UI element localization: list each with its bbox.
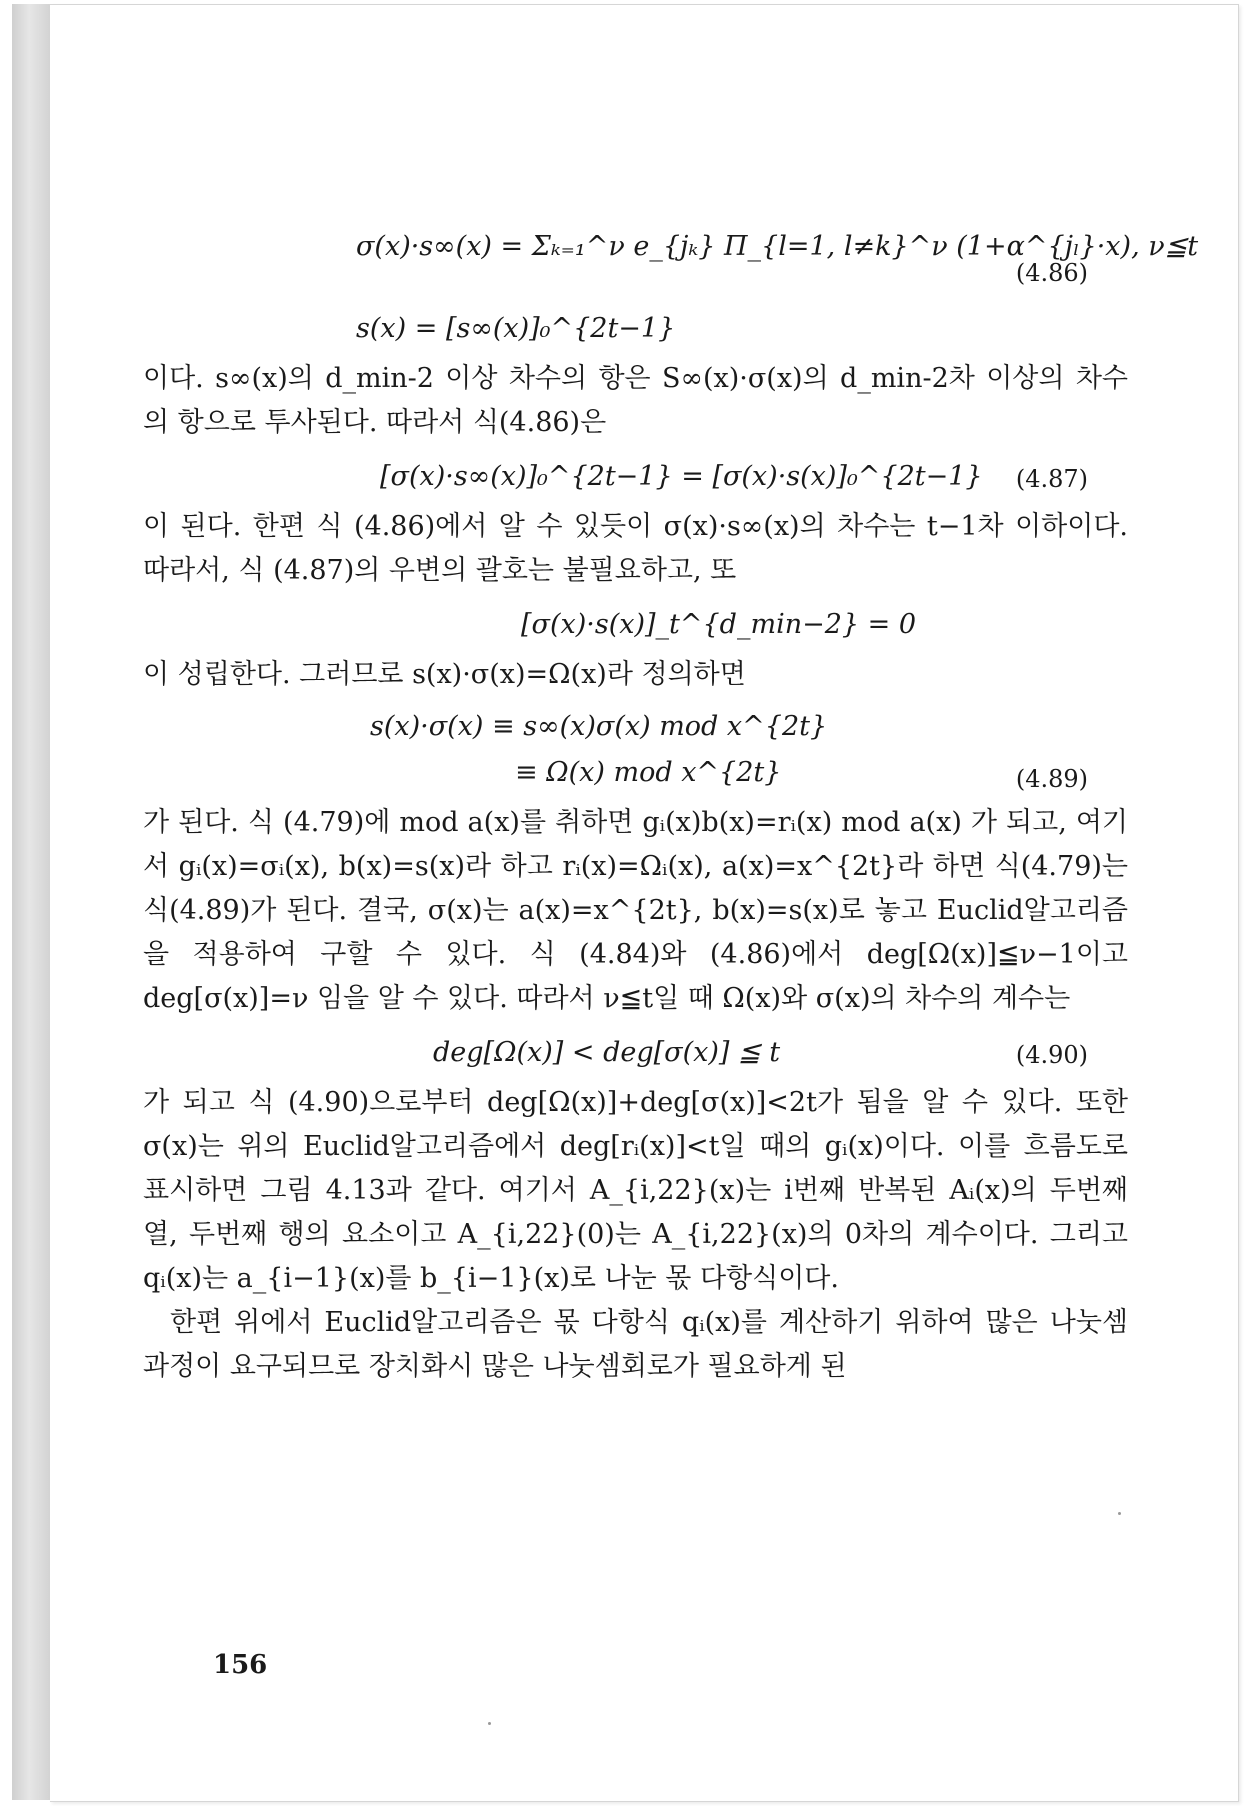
equation-4-87-expr: [σ(x)·s∞(x)]₀^{2t−1} = [σ(x)·s(x)]₀^{2t−1} [380,461,983,492]
equation-number-4-89: (4.89) [1015,765,1088,793]
page-number: 156 [213,1650,268,1680]
equation-4-90-expr: deg[Ω(x)] < deg[σ(x)] ≦ t [433,1037,781,1068]
equation-number-4-86: (4.86) [1015,259,1088,287]
paragraph-2: 이 된다. 한편 식 (4.86)에서 알 수 있듯이 σ(x)·s∞(x)의 차수는 t−1차 이하이다. 따라서, 식 (4.87)의 우변의 괄호는 불필요하고, 또 [143,511,1128,586]
equation-4-90 [143,1021,1128,1081]
equation-4-89-line2: ≡ Ω(x) mod x^{2t} [515,757,782,788]
page-content [143,225,1199,1389]
paragraph-1: 이다. s∞(x)의 d_min-2 이상 차수의 항은 S∞(x)·σ(x)의 d_min-2차 이상의 차수의 항으로 투사된다. 따라서 식(4.86)은 [143,363,1128,438]
equation-4-88-expr: [σ(x)·s(x)]_t^{d_min−2} = 0 [521,609,917,640]
paper-speck [488,1722,491,1725]
equation-4-86-line1: σ(x)·s∞(x) = Σₖ₌₁^ν e_{jₖ} Π_{l=1, l≠k}^ν (1+α^{jₗ}·x), ν≦t [356,231,1199,262]
paragraph-3: 이 성립한다. 그러므로 s(x)·σ(x)=Ω(x)라 정의하면 [143,659,746,690]
book-spine-edge [12,4,51,1800]
equation-4-89 [143,697,1128,801]
equation-number-4-87: (4.87) [1015,465,1088,493]
paragraph-4: 가 된다. 식 (4.79)에 mod a(x)를 취하면 gᵢ(x)b(x)=rᵢ(x) mod a(x) 가 되고, 여기서 gᵢ(x)=σᵢ(x), b(x)=s(x)라 하고 rᵢ(x)=Ωᵢ(x), a(x)=x^{2t}라 하면 식(4.79)는 식(4.89)가 된다. 결국, σ(x)는 a(x)=x^{2t}, b(x)=s(x)로 놓고 Euclid알고리즘을 적용하여 구할 수 있다. 식 (4.84)와 (4.86)에서 deg[Ω(x)]≦ν−1이고 deg[σ(x)]=ν 임을 알 수 있다. 따라서 ν≦t일 때 Ω(x)와 σ(x)의 차수의 계수는 [143,807,1128,1014]
equation-4-87 [143,445,1128,505]
equation-4-86 [143,225,1199,357]
paragraph-5: 가 되고 식 (4.90)으로부터 deg[Ω(x)]+deg[σ(x)]<2t가 됨을 알 수 있다. 또한 σ(x)는 위의 Euclid알고리즘에서 deg[rᵢ(x)]<t일 때의 gᵢ(x)이다. 이를 흐름도로 표시하면 그림 4.13과 같다. 여기서 A_{i,22}(x)는 i번째 반복된 Aᵢ(x)의 두번째 열, 두번째 행의 요소이고 A_{i,22}(0)는 A_{i,22}(x)의 0차의 계수이다. 그리고 qᵢ(x)는 a_{i−1}(x)를 b_{i−1}(x)로 나눈 몫 다항식이다. [143,1087,1128,1294]
equation-4-89-line1: s(x)·σ(x) ≡ s∞(x)σ(x) mod x^{2t} [370,711,828,742]
paragraph-6: 한편 위에서 Euclid알고리즘은 몫 다항식 qᵢ(x)를 계산하기 위하여 많은 나눗셈 과정이 요구되므로 장치화시 많은 나눗셈회로가 필요하게 된 [143,1307,1128,1382]
equation-number-4-90: (4.90) [1015,1041,1088,1069]
paper-speck [1118,1512,1121,1515]
equation-4-88 [143,593,1128,653]
equation-4-86-line2: s(x) = [s∞(x)]₀^{2t−1} [356,313,676,344]
